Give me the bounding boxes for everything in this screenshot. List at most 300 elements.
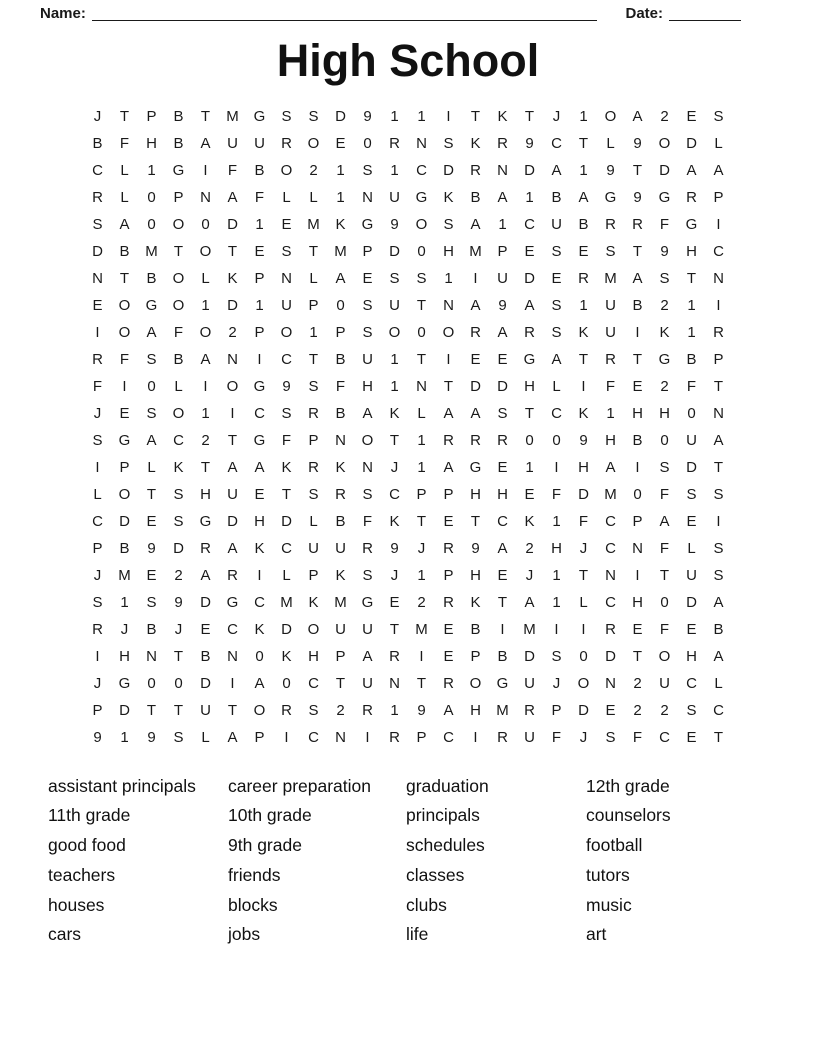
grid-cell: T [416,512,427,530]
grid-cell: U [227,485,238,503]
grid-cell: B [713,620,724,638]
grid-cell: D [686,458,697,476]
grid-cell: R [686,188,697,206]
grid-cell: M [415,620,428,638]
grid-cell: U [281,296,292,314]
grid-cell: R [497,431,508,449]
grid-cell: N [227,647,238,665]
grid-cell: U [497,269,508,287]
grid-cell: 1 [336,161,345,179]
grid-cell: B [119,539,130,557]
grid-cell: U [254,134,265,152]
grid-cell: E [497,566,508,584]
grid-cell: H [146,134,157,152]
grid-cell: 0 [336,296,345,314]
grid-cell: 9 [147,539,156,557]
grid-cell: A [227,458,238,476]
grid-cell: 2 [633,674,642,692]
grid-cell: 0 [201,215,210,233]
grid-cell: P [335,323,346,341]
grid-cell: E [524,242,535,260]
grid-cell: N [335,431,346,449]
grid-cell: 1 [255,296,264,314]
grid-cell: O [658,134,671,152]
grid-cell: P [416,728,427,746]
grid-cell: T [200,458,211,476]
grid-cell: 1 [444,269,453,287]
grid-cell: S [686,485,697,503]
grid-cell: 1 [525,458,534,476]
grid-cell: B [146,620,157,638]
grid-cell: T [200,107,211,125]
grid-cell: 9 [633,188,642,206]
word-item: 12th grade [586,775,670,796]
grid-cell: K [470,593,481,611]
grid-cell: B [632,431,643,449]
grid-cell: A [443,404,454,422]
grid-cell: 2 [660,377,669,395]
grid-cell: L [120,188,129,206]
grid-cell: 0 [255,647,264,665]
grid-cell: A [632,269,643,287]
grid-cell: J [120,620,129,638]
grid-cell: S [92,431,103,449]
grid-cell: D [227,215,238,233]
grid-cell: K [578,323,589,341]
grid-cell: L [201,728,210,746]
grid-cell: L [282,566,291,584]
grid-cell: D [686,134,697,152]
grid-cell: E [686,512,697,530]
grid-cell: G [658,188,671,206]
grid-cell: D [443,161,454,179]
grid-cell: A [335,269,346,287]
grid-cell: F [119,350,130,368]
grid-cell: B [578,215,589,233]
grid-cell: U [362,350,373,368]
grid-cell: H [659,404,670,422]
grid-cell: B [551,188,562,206]
grid-cell: F [659,485,670,503]
grid-cell: T [308,350,319,368]
word-column [406,772,586,950]
grid-cell: 9 [660,242,669,260]
grid-cell: N [605,674,616,692]
grid-cell: U [605,323,616,341]
grid-cell: 2 [660,701,669,719]
grid-cell: P [254,323,265,341]
grid-cell: G [172,161,185,179]
grid-cell: D [119,701,130,719]
grid-cell: 1 [390,107,399,125]
grid-cell: T [173,647,184,665]
grid-cell: D [281,620,292,638]
grid-cell: T [578,350,589,368]
grid-cell: S [146,404,157,422]
grid-cell: U [389,296,400,314]
grid-cell: A [362,647,373,665]
grid-cell: 1 [201,296,210,314]
name-blank-line[interactable] [92,5,598,21]
grid-cell: K [335,566,346,584]
grid-cell: T [713,728,724,746]
grid-cell: L [93,485,102,503]
grid-cell: 1 [687,323,696,341]
grid-cell: P [443,566,454,584]
grid-cell: N [389,674,400,692]
grid-cell: 0 [174,674,183,692]
grid-cell: N [416,377,427,395]
grid-cell: M [604,485,617,503]
grid-cell: N [713,269,724,287]
grid-cell: I [284,728,289,746]
word-item: clubs [406,894,447,915]
date-blank-line[interactable] [669,5,741,21]
grid-cell: K [227,269,238,287]
grid-cell: T [308,242,319,260]
grid-cell: F [335,377,346,395]
grid-cell: R [470,161,481,179]
grid-cell: 9 [93,728,102,746]
grid-cell: S [173,485,184,503]
word-item: 11th grade [48,805,131,826]
grid-cell: P [173,188,184,206]
grid-cell: M [226,107,239,125]
word-item: classes [406,864,465,885]
grid-cell: A [551,161,562,179]
word-list [0,772,816,950]
grid-cell: H [443,242,454,260]
grid-cell: E [686,620,697,638]
grid-cell: O [118,323,131,341]
grid-cell: K [335,458,346,476]
grid-cell: 1 [120,728,129,746]
grid-cell: 2 [201,431,210,449]
grid-cell: C [254,404,265,422]
grid-cell: H [605,431,616,449]
grid-cell: 1 [201,404,210,422]
grid-cell: 0 [579,647,588,665]
grid-cell: E [632,620,643,638]
grid-cell: L [147,458,156,476]
word-item: career preparation [228,775,371,796]
grid-cell: O [199,323,212,341]
word-item: blocks [228,894,278,915]
grid-cell: I [554,620,559,638]
grid-cell: I [95,647,100,665]
grid-cell: R [362,539,373,557]
grid-cell: F [119,134,130,152]
grid-cell: G [469,458,482,476]
letter-grid [84,103,732,751]
grid-cell: K [254,539,265,557]
grid-cell: T [632,242,643,260]
grid-cell: C [605,512,616,530]
grid-cell: P [470,647,481,665]
grid-cell: F [281,431,292,449]
word-item: cars [48,924,82,945]
grid-cell: R [605,215,616,233]
grid-cell: C [713,242,724,260]
grid-cell: F [227,161,238,179]
grid-cell: T [119,107,130,125]
grid-cell: T [416,674,427,692]
grid-cell: A [713,431,724,449]
grid-cell: G [685,215,698,233]
grid-cell: I [203,377,208,395]
word-column [48,772,228,950]
grid-cell: R [281,134,292,152]
grid-cell: E [524,485,535,503]
grid-cell: T [416,350,427,368]
grid-cell: L [309,188,318,206]
grid-cell: G [523,350,536,368]
grid-cell: R [443,674,454,692]
grid-cell: 0 [660,431,669,449]
grid-cell: 2 [660,296,669,314]
grid-cell: S [605,242,616,260]
grid-cell: R [497,134,508,152]
grid-cell: S [659,269,670,287]
date-label: Date: [625,5,663,22]
grid-cell: 2 [336,701,345,719]
grid-cell: 2 [228,323,237,341]
grid-cell: 9 [498,296,507,314]
grid-cell: S [686,701,697,719]
grid-cell: C [551,134,562,152]
grid-cell: O [172,404,185,422]
grid-cell: G [496,674,509,692]
grid-cell: C [254,593,265,611]
grid-cell: T [146,701,157,719]
grid-cell: K [389,404,400,422]
grid-cell: I [635,566,640,584]
grid-cell: H [362,377,373,395]
grid-cell: E [605,701,616,719]
grid-cell: I [716,512,721,530]
grid-cell: H [200,485,211,503]
grid-cell: H [578,458,589,476]
grid-cell: E [632,377,643,395]
grid-cell: 0 [147,188,156,206]
grid-cell: J [579,539,588,557]
grid-cell: S [362,323,373,341]
grid-cell: R [632,215,643,233]
grid-cell: T [686,269,697,287]
grid-cell: J [525,566,534,584]
grid-cell: O [307,134,320,152]
grid-cell: S [146,350,157,368]
grid-cell: R [308,404,319,422]
grid-cell: S [551,647,562,665]
grid-cell: 1 [390,377,399,395]
grid-cell: B [686,350,697,368]
grid-cell: K [524,512,535,530]
grid-cell: S [146,593,157,611]
grid-cell: T [713,377,724,395]
grid-cell: J [552,674,561,692]
grid-cell: 0 [147,377,156,395]
grid-cell: A [659,512,670,530]
grid-cell: S [281,242,292,260]
grid-cell: R [227,566,238,584]
grid-cell: E [389,593,400,611]
grid-cell: D [227,296,238,314]
grid-cell: R [308,458,319,476]
grid-cell: G [199,512,212,530]
grid-cell: 1 [552,512,561,530]
grid-cell: E [200,620,211,638]
grid-cell: I [419,647,424,665]
grid-cell: U [227,134,238,152]
word-item: life [406,924,429,945]
grid-cell: G [604,188,617,206]
grid-cell: L [606,134,615,152]
grid-cell: S [362,566,373,584]
grid-cell: 9 [390,215,399,233]
grid-cell: H [686,242,697,260]
grid-cell: K [578,404,589,422]
grid-cell: E [443,647,454,665]
grid-cell: A [200,566,211,584]
grid-cell: F [551,728,562,746]
grid-cell: B [173,134,184,152]
grid-cell: G [361,593,374,611]
grid-cell: T [632,161,643,179]
grid-cell: N [443,296,454,314]
grid-cell: D [524,647,535,665]
grid-cell: S [551,296,562,314]
grid-cell: G [226,593,239,611]
grid-cell: N [632,539,643,557]
grid-cell: F [254,188,265,206]
grid-cell: I [635,458,640,476]
grid-cell: B [200,647,211,665]
grid-cell: G [415,188,428,206]
grid-cell: O [172,296,185,314]
grid-cell: H [470,701,481,719]
grid-cell: G [118,431,131,449]
grid-cell: F [605,377,616,395]
grid-cell: P [497,242,508,260]
grid-cell: H [308,647,319,665]
grid-cell: C [281,539,292,557]
grid-cell: M [334,242,347,260]
grid-cell: R [389,134,400,152]
grid-cell: 0 [417,242,426,260]
grid-cell: 9 [525,134,534,152]
grid-cell: H [470,485,481,503]
grid-cell: T [632,647,643,665]
grid-cell: F [551,485,562,503]
grid-cell: 0 [660,593,669,611]
grid-cell: R [335,485,346,503]
grid-cell: 9 [579,431,588,449]
grid-cell: R [200,539,211,557]
grid-cell: L [714,134,723,152]
grid-cell: 1 [579,107,588,125]
grid-cell: O [658,647,671,665]
word-item: houses [48,894,105,915]
grid-cell: M [145,242,158,260]
grid-cell: 0 [633,485,642,503]
grid-cell: E [443,512,454,530]
grid-cell: D [119,512,130,530]
grid-cell: T [281,485,292,503]
grid-cell: 9 [147,728,156,746]
grid-cell: J [174,620,183,638]
grid-cell: N [335,728,346,746]
grid-cell: N [281,269,292,287]
grid-cell: 0 [282,674,291,692]
grid-cell: U [551,215,562,233]
grid-cell: D [173,539,184,557]
grid-cell: R [470,431,481,449]
grid-cell: 1 [417,107,426,125]
grid-cell: P [632,512,643,530]
word-item: schedules [406,835,485,856]
grid-cell: U [389,188,400,206]
grid-cell: J [390,566,399,584]
grid-cell: O [307,620,320,638]
grid-cell: K [281,647,292,665]
grid-cell: B [173,350,184,368]
word-item: counselors [586,805,671,826]
grid-cell: O [415,215,428,233]
grid-cell: H [470,566,481,584]
grid-cell: T [416,296,427,314]
grid-cell: E [497,458,508,476]
grid-cell: I [716,215,721,233]
grid-cell: C [281,350,292,368]
grid-cell: I [203,161,208,179]
grid-cell: D [497,377,508,395]
grid-cell: O [442,323,455,341]
grid-cell: D [524,269,535,287]
grid-cell: 9 [282,377,291,395]
grid-cell: 1 [120,593,129,611]
grid-cell: K [389,512,400,530]
grid-cell: 1 [417,566,426,584]
word-item: art [586,924,607,945]
grid-cell: A [524,296,535,314]
grid-cell: I [230,674,235,692]
grid-cell: P [146,107,157,125]
grid-cell: C [713,701,724,719]
grid-cell: T [578,566,589,584]
grid-cell: 9 [390,539,399,557]
grid-cell: I [473,269,478,287]
grid-cell: C [308,728,319,746]
grid-cell: C [227,620,238,638]
grid-cell: A [470,215,481,233]
grid-cell: S [173,512,184,530]
grid-cell: P [308,431,319,449]
grid-cell: 1 [336,188,345,206]
header [0,0,816,23]
grid-cell: M [280,593,293,611]
grid-cell: T [389,431,400,449]
grid-cell: E [578,242,589,260]
grid-cell: 2 [633,701,642,719]
grid-cell: E [119,404,130,422]
grid-cell: M [307,215,320,233]
grid-cell: J [552,107,561,125]
grid-cell: T [497,593,508,611]
grid-cell: T [335,674,346,692]
grid-cell: T [524,404,535,422]
grid-cell: T [470,512,481,530]
